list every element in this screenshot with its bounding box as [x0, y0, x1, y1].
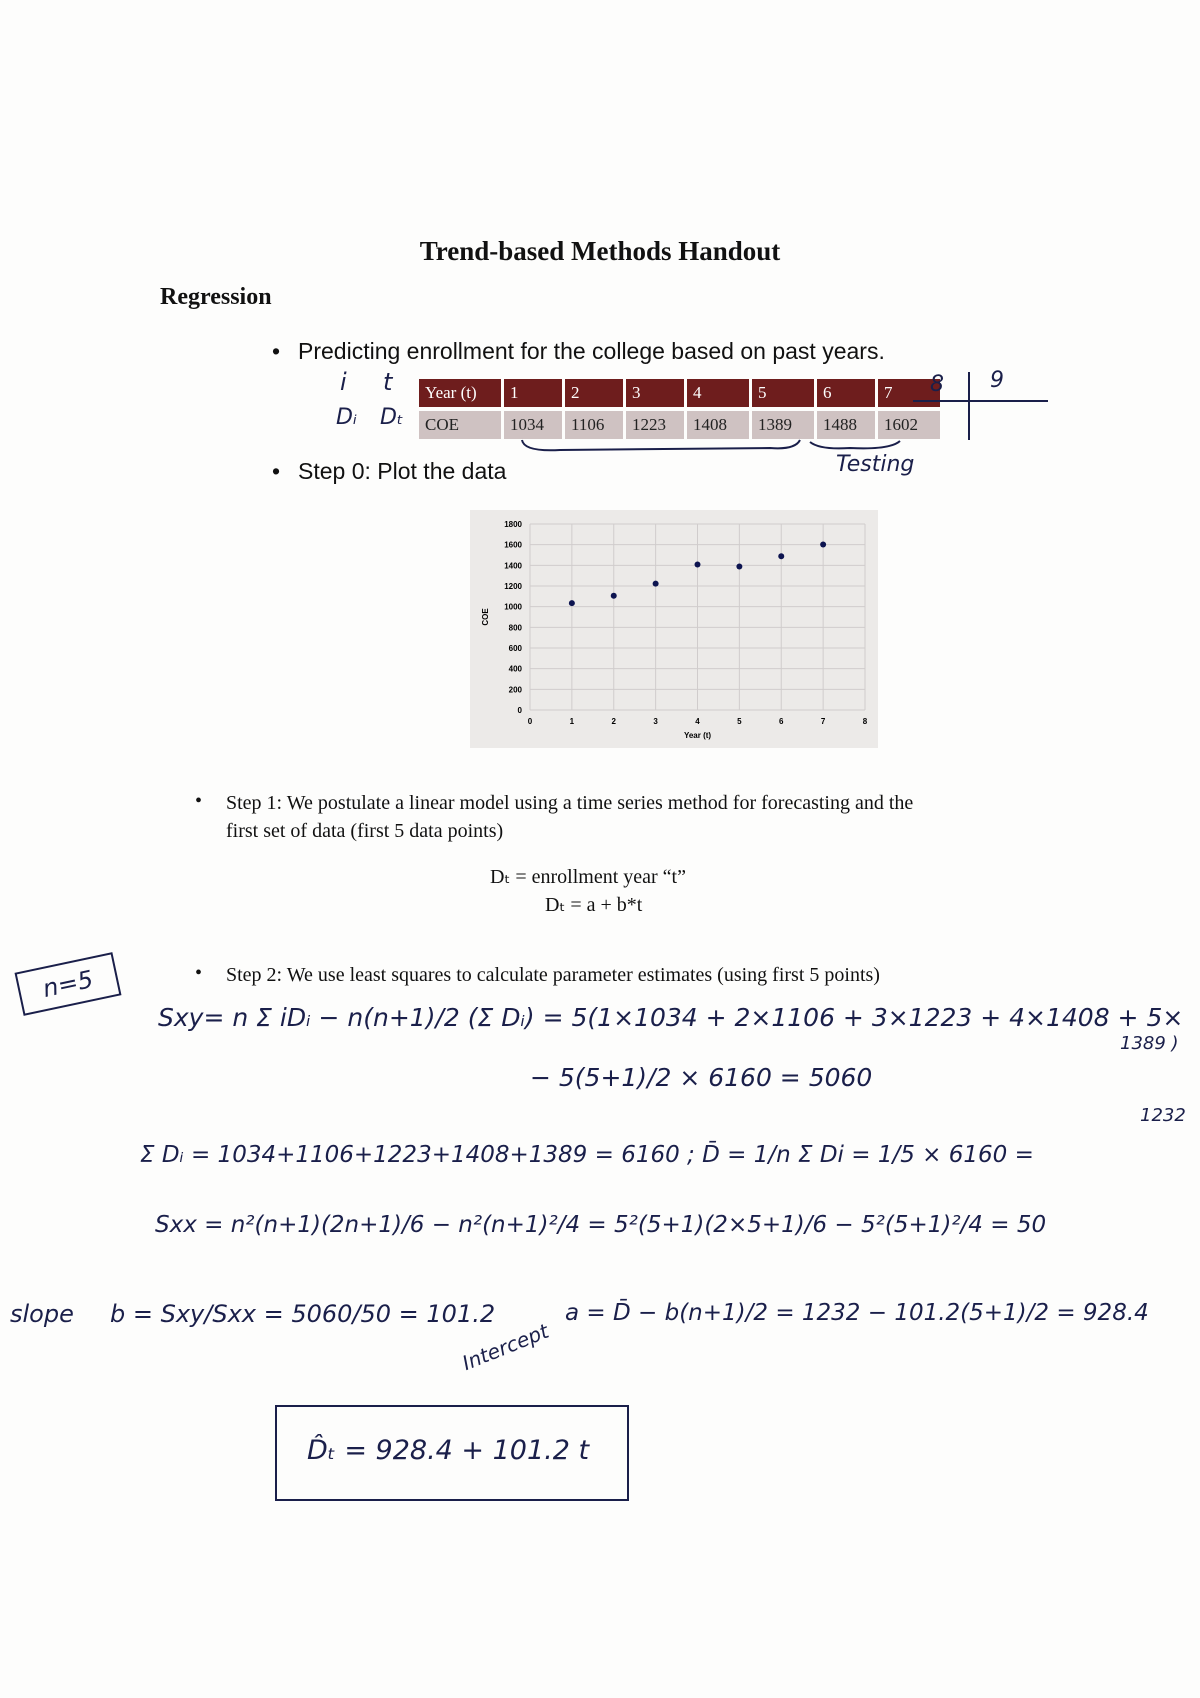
hw-9: 9 [990, 368, 1004, 393]
table-row-coe [419, 411, 940, 439]
hw-divider [968, 372, 970, 440]
hw-1389: 1389 ) [1120, 1033, 1179, 1054]
bullet-dot: • [195, 962, 203, 984]
y-tick-label: 200 [508, 685, 522, 695]
data-point [820, 541, 826, 547]
cell: 1389 [752, 411, 814, 439]
hw-Di: Dᵢ [336, 405, 357, 430]
bullet-step1-cont: first set of data (first 5 data points) [226, 820, 504, 842]
cell: 1408 [687, 411, 749, 439]
x-tick-label: 7 [820, 717, 826, 726]
hw-1232: 1232 [1140, 1105, 1186, 1126]
hw-sum-d: Σ Dᵢ = 1034+1106+1223+1408+1389 = 6160 ; D̄ = 1/n Σ Di = 1/5 × 6160 = [140, 1142, 1034, 1168]
cell: 4 [687, 379, 749, 407]
bullet-dot: • [195, 790, 203, 812]
y-tick-label: 800 [508, 623, 522, 633]
section-heading: Regression [160, 284, 272, 310]
cell: 1602 [878, 411, 940, 439]
model-eq1: Dₜ = enrollment year “t” [490, 866, 686, 888]
data-point [778, 553, 784, 559]
hw-slope: slope [10, 1300, 74, 1328]
x-tick-label: 8 [862, 717, 868, 726]
x-tick-label: 1 [569, 717, 575, 726]
cell: 5 [752, 379, 814, 407]
y-tick-label: 1600 [504, 540, 522, 550]
x-tick-label: 6 [779, 717, 784, 726]
cell: COE [419, 411, 501, 439]
cell: 6 [817, 379, 875, 407]
y-tick-label: 1400 [504, 561, 522, 571]
hw-line [913, 400, 1048, 402]
hw-testing: Testing [836, 452, 915, 477]
cell: 1034 [504, 411, 562, 439]
data-point [569, 600, 575, 606]
cell: 1106 [565, 411, 623, 439]
x-tick-label: 4 [695, 717, 700, 726]
hw-final-box [275, 1405, 629, 1501]
hw-8: 8 [930, 372, 944, 397]
data-point [695, 562, 701, 568]
x-axis-label: Year (t) [683, 731, 712, 740]
y-tick-label: 1200 [504, 582, 522, 591]
data-point [653, 581, 659, 587]
cell: 3 [626, 379, 684, 407]
cell: 2 [565, 379, 623, 407]
bullet-dot: • [272, 458, 281, 484]
hw-sxx: Sxx = n²(n+1)(2n+1)/6 − n²(n+1)²/4 = 5²(5+1)(2×5+1)/6 − 5²(5+1)²/4 = 50 [155, 1212, 1047, 1238]
bullet-step1: Step 1: We postulate a linear model using a time series method for forecasting and the [226, 792, 914, 814]
y-tick-label: 400 [508, 664, 522, 674]
bullet-dot: • [272, 338, 281, 364]
x-tick-label: 3 [653, 717, 658, 726]
y-axis-label: COE [481, 608, 490, 626]
data-point [736, 563, 742, 569]
y-tick-label: 1800 [504, 520, 522, 529]
y-tick-label: 0 [517, 706, 522, 715]
hw-sxy-line2: − 5(5+1)/2 × 6160 = 5060 [530, 1063, 873, 1092]
model-eq2: Dₜ = a + b*t [545, 894, 643, 916]
page-title: Trend-based Methods Handout [419, 236, 781, 266]
hw-i: i [340, 368, 347, 396]
coe-scatter-chart [470, 510, 878, 748]
hw-intercept: Intercept [458, 1318, 552, 1376]
bullet-step0: Step 0: Plot the data [298, 458, 507, 484]
cell: 1223 [626, 411, 684, 439]
y-tick-label: 600 [508, 644, 522, 653]
bullet-step2: Step 2: We use least squares to calculate parameter estimates (using first 5 points) [226, 964, 880, 986]
cell: 1 [504, 379, 562, 407]
cell: 7 [878, 379, 940, 407]
cell: Year (t) [419, 379, 501, 407]
hw-sxy-line1: Sxy= n Σ iDᵢ − n(n+1)/2 (Σ Dᵢ) = 5(1×1034 + 2×1106 + 3×1223 + 4×1408 + 5× [158, 1003, 1184, 1032]
cell: 1488 [817, 411, 875, 439]
hw-b: b = Sxy/Sxx = 5060/50 = 101.2 [110, 1300, 496, 1328]
x-tick-label: 2 [611, 717, 616, 726]
hw-a: a = D̄ − b(n+1)/2 = 1232 − 101.2(5+1)/2 = 928.4 [565, 1300, 1149, 1326]
data-point [611, 593, 617, 599]
hw-n5: n=5 [40, 965, 96, 1003]
enrollment-table [416, 375, 943, 443]
y-tick-label: 1000 [504, 602, 522, 612]
hw-t: t [383, 368, 393, 396]
x-tick-label: 0 [527, 717, 533, 726]
table-row-year [419, 379, 940, 407]
bullet-predicting: Predicting enrollment for the college based on past years. [298, 338, 885, 364]
x-tick-label: 5 [737, 717, 742, 726]
hw-n5-box [15, 952, 122, 1016]
hw-final-eq: D̂ₜ = 928.4 + 101.2 t [307, 1435, 590, 1466]
hw-Dt: Dₜ [380, 405, 404, 430]
